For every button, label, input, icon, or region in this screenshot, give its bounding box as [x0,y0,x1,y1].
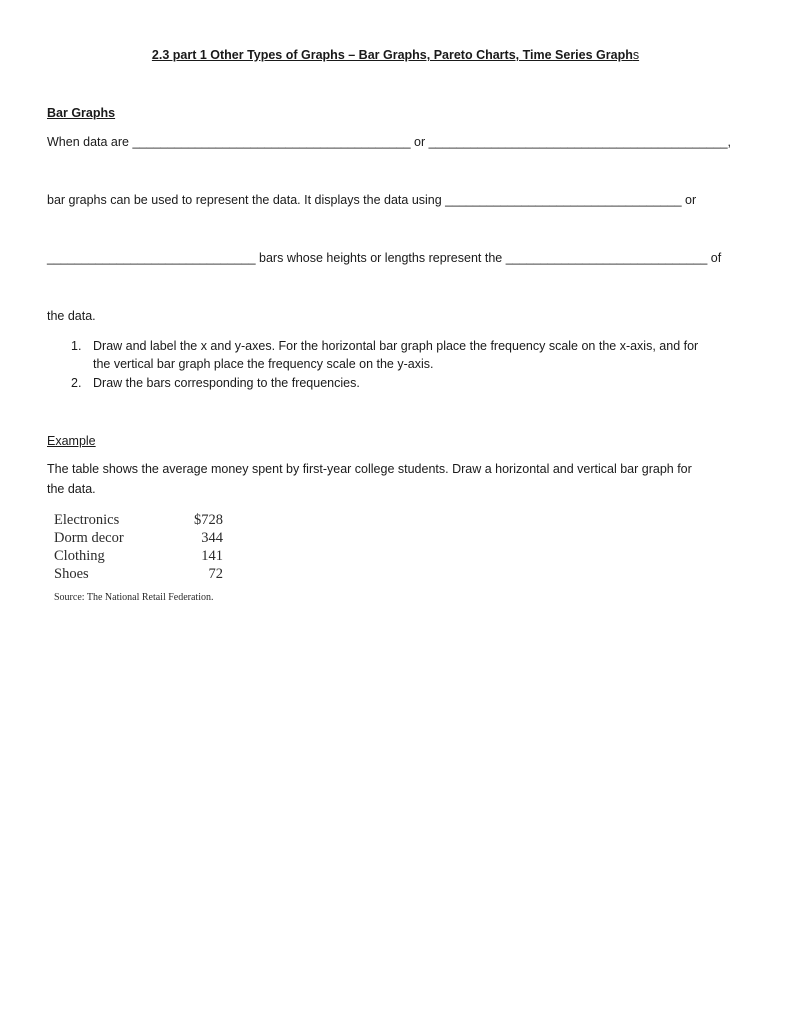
example-heading: Example [47,434,96,448]
table-row-value: 344 [201,530,223,546]
table-row-value: $728 [194,512,223,528]
page-title [0,48,791,62]
table-row-label: Dorm decor [54,530,124,546]
example-text-line-1: The table shows the average money spent by first-year college students. Draw a horizontal and vertical bar graph for [47,462,692,476]
step-1-text-b: the vertical bar graph place the frequency scale on the y-axis. [93,357,434,371]
page-title-last-char: s [632,48,640,62]
bar-graphs-line-2: bar graphs can be used to represent the data. It displays the data using __________________________________ or [47,193,697,207]
table-row-label: Electronics [54,512,120,528]
table-source: Source: The National Retail Federation. [54,592,214,603]
bar-graphs-line-4: the data. [47,309,96,323]
bar-graphs-heading: Bar Graphs [47,106,116,120]
page-title-main: 2.3 part 1 Other Types of Graphs – Bar Graphs, Pareto Charts, Time Series Graph [151,48,633,62]
step-2-number: 2. [71,376,82,390]
table-row-label: Clothing [54,548,105,564]
table-row-value: 141 [201,548,223,564]
table-row-value: 72 [208,566,223,582]
step-2-text: Draw the bars corresponding to the frequencies. [93,376,360,390]
example-text-line-2: the data. [47,482,96,496]
table-row-label: Shoes [54,566,89,582]
step-1-number: 1. [71,339,82,353]
bar-graphs-line-1: When data are ________________________________________ or ___________________________________________, [47,135,732,149]
step-1-text-a: Draw and label the x and y-axes. For the horizontal bar graph place the frequency scale on the x-axis, and for [93,339,699,353]
bar-graphs-line-3: ______________________________ bars whose heights or lengths represent the _____________________________ of [47,251,722,265]
